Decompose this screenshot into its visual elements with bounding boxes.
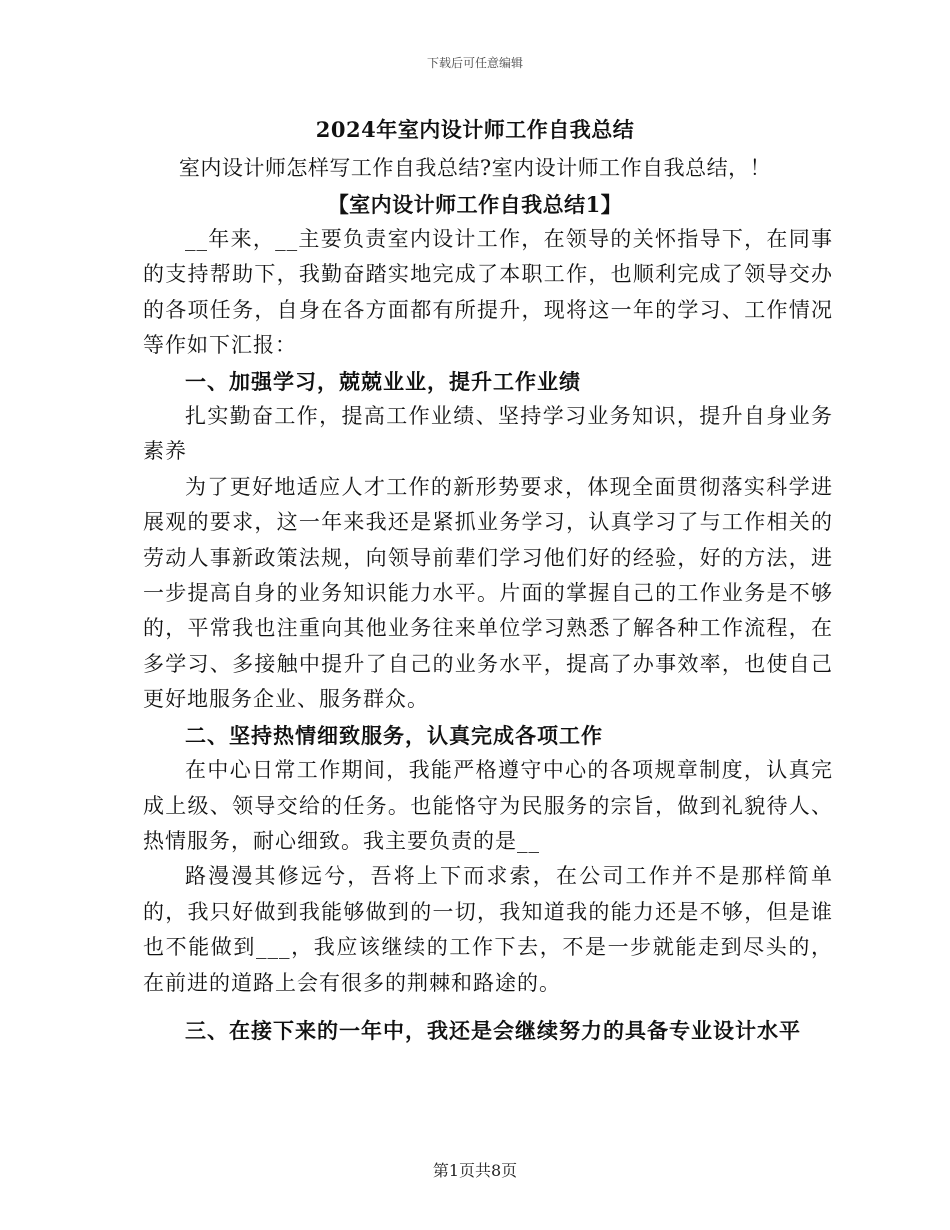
document-body — [143, 222, 833, 1048]
document-title: 2024年室内设计师工作自我总结 — [315, 117, 635, 142]
page-footer: 第1页共8页 — [432, 1161, 518, 1180]
paragraph-study-summary: 扎实勤奋工作，提高工作业绩、坚持学习业务知识，提升自身业务素养 — [143, 404, 833, 464]
page-header: 下载后可任意编辑 — [426, 56, 523, 70]
paragraph-service: 在中心日常工作期间，我能严格遵守中心的各项规章制度，认真完成上级、领导交给的任务。也能恪守为民服务的宗旨，做到礼貌待人、热情服务，耐心细致。我主要负责的是__ — [143, 758, 833, 853]
section-heading: 【室内设计师工作自我总结1】 — [327, 192, 623, 217]
document-subtitle: 室内设计师怎样写工作自我总结?室内设计师工作自我总结，！ — [178, 156, 772, 180]
paragraph-study-detail: 为了更好地适应人才工作的新形势要求，体现全面贯彻落实科学进展观的要求，这一年来我还是紧抓业务学习，认真学习了与工作相关的劳动人事新政策法规，向领导前辈们学习他们好的经验，好的方法，进一步提高自身的业务知识能力水平。片面的掌握自己的工作业务是不够的，平常我也注重向其他业务往来单位学习熟悉了解各种工作流程，在多学习、多接触中提升了自己的业务水平，提高了办事效率，也使自己更好地服务企业、服务群众。 — [143, 474, 833, 712]
heading-three: 三、在接下来的一年中，我还是会继续努力的具备专业设计水平 — [185, 1017, 801, 1043]
heading-two: 二、坚持热情细致服务，认真完成各项工作 — [185, 722, 603, 748]
paragraph-outlook: 路漫漫其修远兮，吾将上下而求索，在公司工作并不是那样简单的，我只好做到我能够做到的一切，我知道我的能力还是不够，但是谁也不能做到___，我应该继续的工作下去，不是一步就能走到尽头的，在前进的道路上会有很多的荆棘和路途的。 — [143, 864, 833, 995]
heading-one: 一、加强学习，兢兢业业，提升工作业绩 — [185, 368, 581, 394]
intro-paragraph: __年来，__主要负责室内设计工作，在领导的关怀指导下，在同事的支持帮助下，我勤奋踏实地完成了本职工作，也顺利完成了领导交办的各项任务，自身在各方面都有所提升，现将这一年的学习、工作情况等作如下汇报： — [143, 227, 833, 358]
